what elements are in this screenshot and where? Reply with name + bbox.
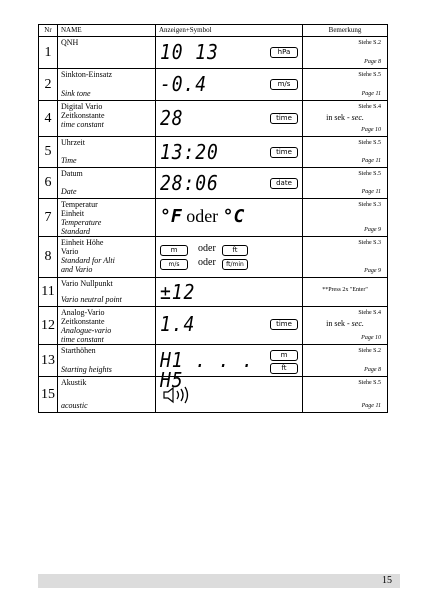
row-number: 12 [39,307,58,345]
page-reference-en: Page 9 [364,268,381,274]
name-stack [61,69,155,98]
unit-date-badge: date [270,178,298,189]
oder-text: oder [198,257,216,268]
name-english: Time [61,156,77,165]
name-german: Starthöhen [61,346,96,355]
unit-ft-min-badge: ft/min [222,259,248,270]
row-name [58,377,156,413]
page-reference-de: Siehe S.5 [358,140,381,146]
row-remark [303,37,388,69]
celsius-symbol: °C [222,206,245,227]
page-reference-de: Siehe S.2 [358,40,381,46]
table-row [39,237,388,278]
unit-note-de: in sek - [326,113,352,122]
settings-table [38,24,388,413]
name-stack [61,168,155,196]
name-english: Standard [61,227,91,236]
page-reference-de: Siehe S.3 [358,202,381,208]
name-english: and Vario [61,265,93,274]
name-english: time constant [61,120,104,129]
row-remark [303,278,388,307]
row-remark [303,377,388,413]
row-remark [303,237,388,278]
page-footer-bar [38,574,400,588]
name-german: Einheit Höhe [61,238,104,247]
page-reference-en: Page 10 [361,335,381,341]
page-reference-de: Siehe S.2 [358,348,381,354]
header-nr: Nr [39,25,58,37]
table-row [39,278,388,307]
name-german: Vario Nullpunkt [61,279,113,288]
lcd-value: 28 [160,106,184,130]
name-stack [61,307,155,344]
row-remark [303,69,388,101]
oder-text: oder [186,206,219,226]
name-spacer [61,178,155,187]
table-row [39,101,388,137]
name-german: Digital Vario [61,102,103,111]
row-number: 1 [39,37,58,69]
header-symbol: Anzeigen+Symbol [156,25,303,37]
table-row [39,345,388,377]
row-name [58,278,156,307]
row-number: 6 [39,168,58,199]
row-number: 13 [39,345,58,377]
row-name [58,69,156,101]
name-spacer [61,387,155,401]
page-reference-en: Page 10 [361,127,381,133]
table-row [39,69,388,101]
unit-ft-badge: ft [222,245,248,256]
name-german: Datum [61,169,83,178]
name-stack [61,278,155,304]
unit-note [303,113,387,122]
lcd-value: 28:06 [160,171,219,195]
unit-ft-badge: ft [270,363,298,374]
speaker-sound-icon [162,386,202,409]
name-german: Sinkton-Einsatz [61,70,113,79]
row-name [58,199,156,237]
press-instruction: **Press 2x "Enter" [322,287,368,293]
display-symbol [156,377,303,413]
page-number: 15 [382,575,392,586]
name-stack [61,101,155,129]
row-number: 7 [39,199,58,237]
row-name [58,137,156,168]
header-remark: Bemerkung [303,25,388,37]
row-name [58,101,156,137]
page-reference-en: Page 11 [361,403,381,409]
name-german: Einheit [61,209,85,218]
page-reference-de: Siehe S.5 [358,171,381,177]
header-name: NAME [58,25,156,37]
name-english: acoustic [61,401,88,410]
table-row [39,377,388,413]
name-english: time constant [61,335,104,344]
name-stack [61,377,155,410]
page-reference-de: Siehe S.5 [358,72,381,78]
row-remark [303,345,388,377]
unit-m-s-badge: m/s [270,79,298,90]
row-number: 5 [39,137,58,168]
row-name [58,307,156,345]
oder-text: oder [198,243,216,254]
table-row [39,168,388,199]
unit-note-en: sec. [351,113,364,122]
name-spacer [61,288,155,295]
unit-time-badge: time [270,319,298,330]
display-symbol [156,69,303,101]
display-symbol [156,278,303,307]
name-spacer [61,79,155,89]
name-stack [61,237,155,274]
unit-note-en: sec. [351,319,364,328]
page-reference-de: Siehe S.5 [358,380,381,386]
name-german: QNH [61,38,79,47]
display-symbol [156,37,303,69]
name-english: Standard for Alti [61,256,115,265]
name-english: Analogue-vario [61,326,112,335]
unit-hPa-badge: hPa [270,47,298,58]
display-symbol [156,307,303,345]
display-symbol [156,345,303,392]
table-row [39,137,388,168]
page-reference-en: Page 11 [361,91,381,97]
name-english: Vario neutral point [61,295,122,304]
fahrenheit-symbol: °F [160,206,182,227]
lcd-value: 1.4 [160,312,196,336]
row-number: 8 [39,237,58,278]
row-remark [303,101,388,137]
row-number: 11 [39,278,58,307]
row-remark [303,307,388,345]
row-number: 15 [39,377,58,413]
lcd-value: ±12 [160,280,196,304]
table-row [39,307,388,345]
name-german: Zeitkonstante [61,111,105,120]
name-stack [61,137,155,165]
page-reference-en: Page 8 [364,367,381,373]
row-remark [303,168,388,199]
unit-note [303,319,387,328]
page-reference-de: Siehe S.4 [358,310,381,316]
row-name [58,345,156,377]
page-reference-en: Page 9 [364,227,381,233]
display-symbol [156,168,303,199]
row-name [58,168,156,199]
name-german: Temperatur [61,200,98,209]
unit-m-badge: m [270,350,298,361]
unit-time-badge: time [270,113,298,124]
name-english: Sink tone [61,89,91,98]
page-reference-en: Page 11 [361,158,381,164]
page-reference-de: Siehe S.4 [358,104,381,110]
page-reference-en: Page 11 [361,189,381,195]
row-remark [303,199,388,237]
name-german: Uhrzeit [61,138,85,147]
row-remark [303,137,388,168]
name-german: Analog-Vario [61,308,105,317]
row-number: 4 [39,101,58,137]
name-spacer [61,147,155,156]
name-stack [61,345,155,374]
table-row [39,199,388,237]
name-english: Starting heights [61,365,112,374]
unit-note-de: in sek - [326,319,352,328]
name-german: Vario [61,247,79,256]
name-stack [61,199,155,236]
display-symbol [156,237,303,278]
table-row [39,37,388,69]
display-symbol [156,101,303,137]
row-number: 2 [39,69,58,101]
page-reference-en: Page 8 [364,59,381,65]
row-name [58,237,156,278]
display-symbol [156,199,303,237]
name-english: Temperature [61,218,102,227]
name-english: Date [61,187,77,196]
table-header [39,25,388,37]
lcd-value: 13:20 [160,140,219,164]
page-reference-de: Siehe S.3 [358,240,381,246]
display-symbol [156,137,303,168]
unit-m-s-badge: m/s [160,259,188,270]
unit-time-badge: time [270,147,298,158]
row-name [58,37,156,69]
lcd-value: -0.4 [160,72,207,96]
name-stack [61,37,155,47]
lcd-value: 10 13 [160,40,219,64]
lcd-value: H1 . . . H5 [160,348,254,392]
name-german: Akustik [61,378,87,387]
unit-m-badge: m [160,245,188,256]
name-spacer [61,355,155,365]
name-german: Zeitkonstante [61,317,105,326]
temperature-options [160,207,244,226]
